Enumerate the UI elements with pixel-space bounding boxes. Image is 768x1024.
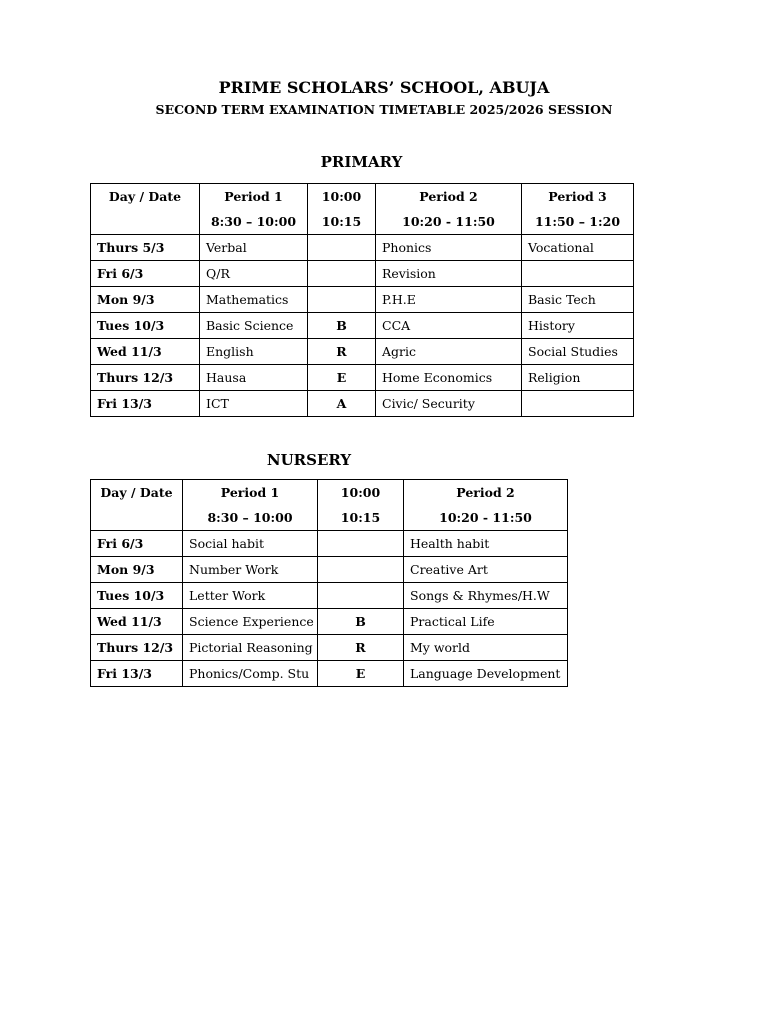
day-cell: Thurs 12/3: [91, 365, 200, 391]
primary-timetable: [90, 183, 634, 417]
day-cell: Thurs 5/3: [91, 235, 200, 261]
period-1-cell: Basic Science: [200, 313, 308, 339]
day-cell: Thurs 12/3: [91, 635, 183, 661]
period-3-cell: [522, 261, 634, 287]
day-cell: Mon 9/3: [91, 557, 183, 583]
break-cell: R: [308, 339, 376, 365]
break-cell: [308, 235, 376, 261]
period-1-cell: Phonics/Comp. Stu: [183, 661, 318, 687]
period-2-cell: Practical Life: [404, 609, 568, 635]
timetable-title: SECOND TERM EXAMINATION TIMETABLE 2025/2026 SESSION: [155, 102, 613, 117]
period-1-cell: Science Experience: [183, 609, 318, 635]
table-row: [91, 609, 568, 635]
break-cell: [308, 261, 376, 287]
period-1-cell: Verbal: [200, 235, 308, 261]
primary-header-row: [91, 184, 634, 235]
school-name: PRIME SCHOLARS’ SCHOOL, ABUJA: [218, 78, 550, 97]
day-cell: Fri 13/3: [91, 661, 183, 687]
break-cell: B: [318, 609, 404, 635]
day-cell: Tues 10/3: [91, 313, 200, 339]
table-row: [91, 339, 634, 365]
period-2-cell: P.H.E: [376, 287, 522, 313]
table-row: [91, 661, 568, 687]
period-2-cell: Home Economics: [376, 365, 522, 391]
period-1-cell: Letter Work: [183, 583, 318, 609]
period-2-cell: Civic/ Security: [376, 391, 522, 417]
period-3-cell: Social Studies: [522, 339, 634, 365]
period-2-cell: CCA: [376, 313, 522, 339]
day-cell: Mon 9/3: [91, 287, 200, 313]
table-row: [91, 391, 634, 417]
break-cell: E: [318, 661, 404, 687]
column-header-period-1: Period 1 8:30 – 10:00: [200, 184, 308, 235]
period-3-cell: Vocational: [522, 235, 634, 261]
break-cell: [308, 287, 376, 313]
table-row: [91, 313, 634, 339]
nursery-header-row: [91, 480, 568, 531]
period-2-cell: Creative Art: [404, 557, 568, 583]
period-2-cell: Health habit: [404, 531, 568, 557]
break-cell: [318, 583, 404, 609]
table-row: [91, 365, 634, 391]
period-3-cell: [522, 391, 634, 417]
break-cell: E: [308, 365, 376, 391]
period-3-cell: Basic Tech: [522, 287, 634, 313]
column-header-break: 10:00 10:15: [318, 480, 404, 531]
period-1-cell: ICT: [200, 391, 308, 417]
period-2-cell: Revision: [376, 261, 522, 287]
column-header-period-3: Period 3 11:50 – 1:20: [522, 184, 634, 235]
nursery-timetable: [90, 479, 568, 687]
day-cell: Wed 11/3: [91, 339, 200, 365]
break-cell: [318, 531, 404, 557]
table-row: [91, 235, 634, 261]
day-cell: Wed 11/3: [91, 609, 183, 635]
period-2-cell: Language Development: [404, 661, 568, 687]
column-header-period-1: Period 1 8:30 – 10:00: [183, 480, 318, 531]
period-2-cell: Agric: [376, 339, 522, 365]
day-cell: Fri 6/3: [91, 531, 183, 557]
table-row: [91, 287, 634, 313]
period-2-cell: My world: [404, 635, 568, 661]
break-cell: [318, 557, 404, 583]
period-1-cell: Mathematics: [200, 287, 308, 313]
period-2-cell: Songs & Rhymes/H.W: [404, 583, 568, 609]
column-header-day: Day / Date: [91, 184, 200, 235]
day-cell: Fri 13/3: [91, 391, 200, 417]
period-1-cell: Social habit: [183, 531, 318, 557]
period-1-cell: Hausa: [200, 365, 308, 391]
day-cell: Tues 10/3: [91, 583, 183, 609]
break-cell: B: [308, 313, 376, 339]
period-2-cell: Phonics: [376, 235, 522, 261]
column-header-period-2: Period 2 10:20 - 11:50: [376, 184, 522, 235]
break-cell: A: [308, 391, 376, 417]
column-header-break: 10:00 10:15: [308, 184, 376, 235]
table-row: [91, 583, 568, 609]
period-1-cell: Pictorial Reasoning: [183, 635, 318, 661]
column-header-period-2: Period 2 10:20 - 11:50: [404, 480, 568, 531]
table-row: [91, 557, 568, 583]
period-1-cell: Number Work: [183, 557, 318, 583]
period-1-cell: Q/R: [200, 261, 308, 287]
table-row: [91, 635, 568, 661]
nursery-section-title: NURSERY: [266, 451, 352, 469]
table-row: [91, 261, 634, 287]
primary-section-title: PRIMARY: [320, 153, 403, 171]
day-cell: Fri 6/3: [91, 261, 200, 287]
period-3-cell: History: [522, 313, 634, 339]
break-cell: R: [318, 635, 404, 661]
column-header-day: Day / Date: [91, 480, 183, 531]
table-row: [91, 531, 568, 557]
period-1-cell: English: [200, 339, 308, 365]
period-3-cell: Religion: [522, 365, 634, 391]
